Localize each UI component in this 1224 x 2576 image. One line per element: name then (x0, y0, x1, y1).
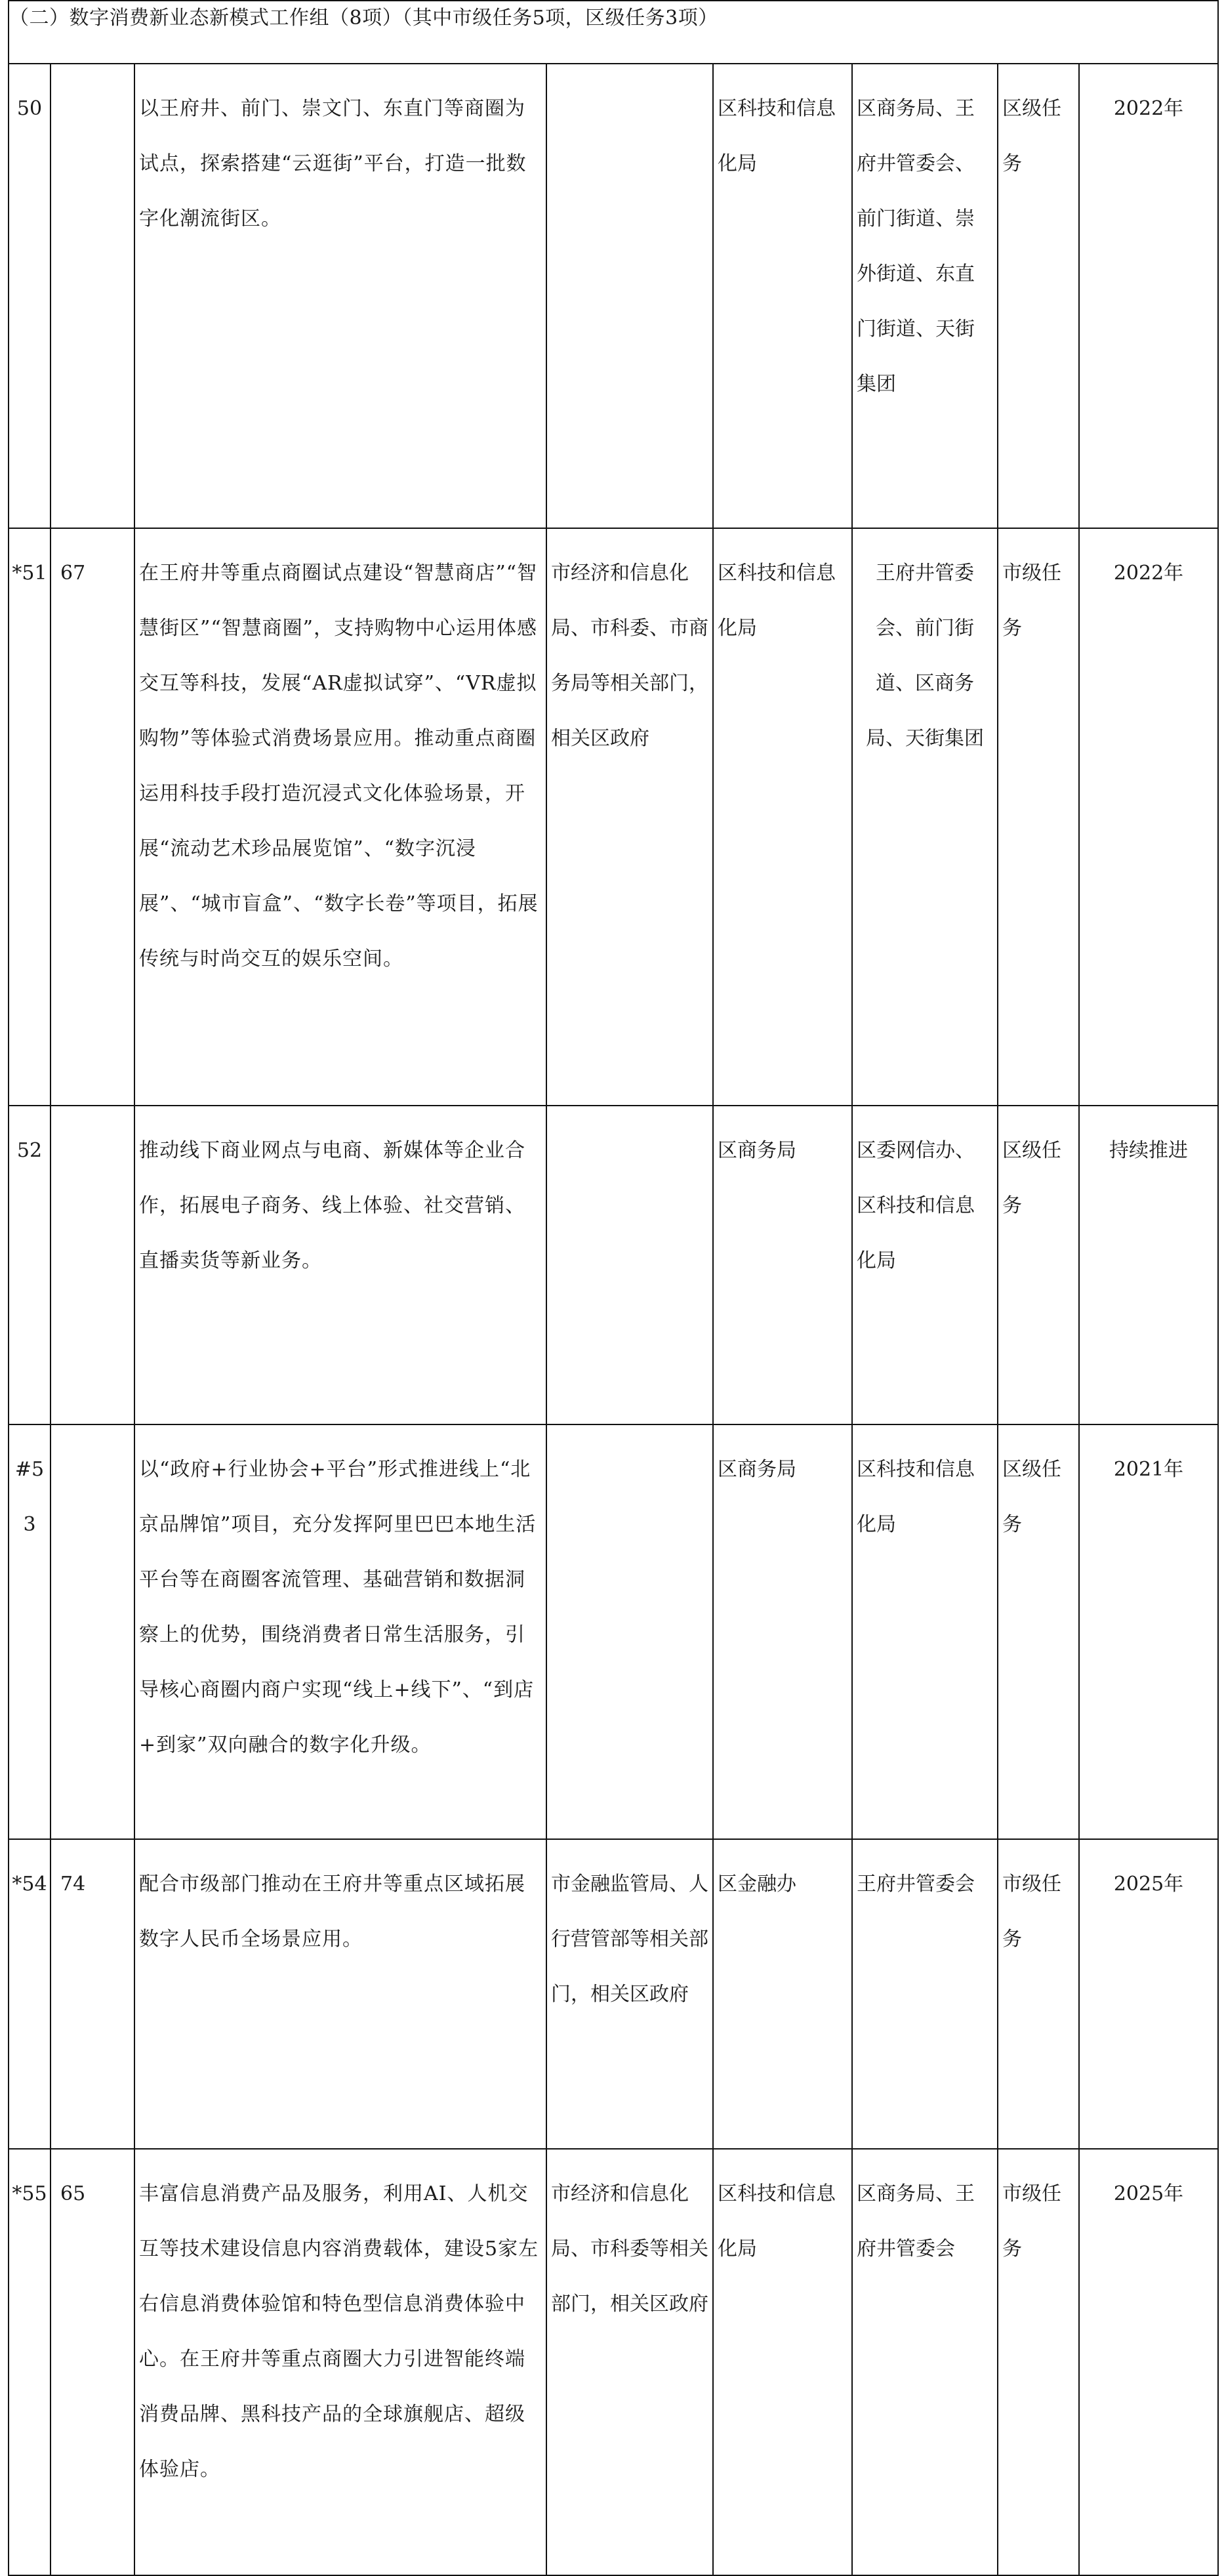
year-cell: 2022年 (1113, 97, 1184, 120)
lead-unit-cell: 区商务局 (718, 1458, 796, 1481)
ref-cell (51, 1106, 134, 1123)
year-cell: 2025年 (1113, 2182, 1184, 2205)
table-row (9, 528, 1218, 1106)
partner-units-cell: 王府井管委会 (857, 1873, 975, 1896)
ref-cell (51, 64, 134, 81)
year-cell: 2025年 (1113, 1873, 1184, 1896)
section-title: （二）数字消费新业态新模式工作组（8项）（其中市级任务5项，区级任务3项） (9, 1, 1218, 64)
content-cell: 配合市级部门推动在王府井等重点区域拓展数字人民币全场景应用。 (139, 1873, 525, 1951)
partner-units-cell: 区委网信办、区科技和信息化局 (857, 1139, 975, 1272)
table-row (9, 1106, 1218, 1424)
lead-unit-cell: 区商务局 (718, 1139, 796, 1162)
seq-cell: #53 (14, 1458, 45, 1536)
partner-units-cell: 区商务局、王府井管委会 (857, 2182, 975, 2260)
level-cell: 市级任务 (1002, 2182, 1061, 2260)
section-header-row (9, 1, 1218, 64)
seq-cell: 52 (16, 1139, 43, 1162)
seq-cell: 50 (16, 97, 43, 120)
partner-units-cell: 区科技和信息化局 (857, 1458, 975, 1536)
city-units-cell: 市经济和信息化局、市科委、市商务局等相关部门，相关区政府 (551, 562, 708, 750)
table-row (9, 2149, 1218, 2575)
table-row (9, 1839, 1218, 2149)
ref-cell: 74 (60, 1873, 86, 1896)
level-cell: 区级任务 (1002, 1458, 1061, 1536)
city-units-cell (547, 64, 712, 81)
lead-unit-cell: 区科技和信息化局 (718, 2182, 836, 2260)
year-cell: 持续推进 (1109, 1139, 1188, 1162)
seq-cell: *55 (12, 2182, 47, 2205)
seq-cell: *51 (12, 562, 47, 585)
content-cell: 推动线下商业网点与电商、新媒体等企业合作，拓展电子商务、线上体验、社交营销、直播卖货等新业务。 (139, 1139, 525, 1272)
table-row (9, 1424, 1218, 1839)
level-cell: 区级任务 (1002, 97, 1061, 175)
year-cell: 2022年 (1113, 562, 1184, 585)
lead-unit-cell: 区科技和信息化局 (718, 562, 836, 640)
level-cell: 市级任务 (1002, 1873, 1061, 1951)
ref-cell: 65 (60, 2182, 86, 2205)
lead-unit-cell: 区金融办 (718, 1873, 796, 1896)
partner-units-cell: 区商务局、王府井管委会、前门街道、崇外街道、东直门街道、天街集团 (857, 97, 975, 396)
ref-cell (51, 1425, 134, 1442)
content-cell: 以“政府+行业协会+平台”形式推进线上“北京品牌馆”项目，充分发挥阿里巴巴本地生活平台等在商圈客流管理、基础营销和数据洞察上的优势，围绕消费者日常生活服务，引导核心商圈内商户实现“线上+线下”、“到店+到家”双向融合的数字化升级。 (139, 1458, 537, 1756)
city-units-cell: 市经济和信息化局、市科委等相关部门，相关区政府 (551, 2182, 708, 2316)
seq-cell: *54 (12, 1873, 47, 1896)
year-cell: 2021年 (1113, 1458, 1184, 1481)
partner-units-cell: 王府井管委会、前门街道、区商务局、天街集团 (866, 562, 984, 750)
lead-unit-cell: 区科技和信息化局 (718, 97, 836, 175)
content-cell: 在王府井等重点商圈试点建设“智慧商店”“智慧街区”“智慧商圈”，支持购物中心运用体感交互等科技，发展“AR虚拟试穿”、“VR虚拟购物”等体验式消费场景应用。推动重点商圈运用科技手段打造沉浸式文化体验场景，开展“流动艺术珍品展览馆”、“数字沉浸展”、“城市盲盒”、“数字长卷”等项目，拓展传统与时尚交互的娱乐空间。 (139, 562, 539, 970)
content-cell: 丰富信息消费产品及服务，利用AI、人机交互等技术建设信息内容消费载体，建设5家左右信息消费体验馆和特色型信息消费体验中心。在王府井等重点商圈大力引进智能终端消费品牌、黑科技产品的全球旗舰店、超级体验店。 (139, 2182, 539, 2481)
content-cell: 以王府井、前门、崇文门、东直门等商圈为试点，探索搭建“云逛街”平台，打造一批数字化潮流街区。 (139, 97, 527, 230)
city-units-cell (547, 1425, 712, 1442)
ref-cell: 67 (60, 562, 86, 585)
level-cell: 区级任务 (1002, 1139, 1061, 1217)
city-units-cell (547, 1106, 712, 1123)
city-units-cell: 市金融监管局、人行营管部等相关部门，相关区政府 (551, 1873, 708, 2006)
table-row (9, 64, 1218, 528)
level-cell: 市级任务 (1002, 562, 1061, 640)
task-table (8, 0, 1219, 2576)
